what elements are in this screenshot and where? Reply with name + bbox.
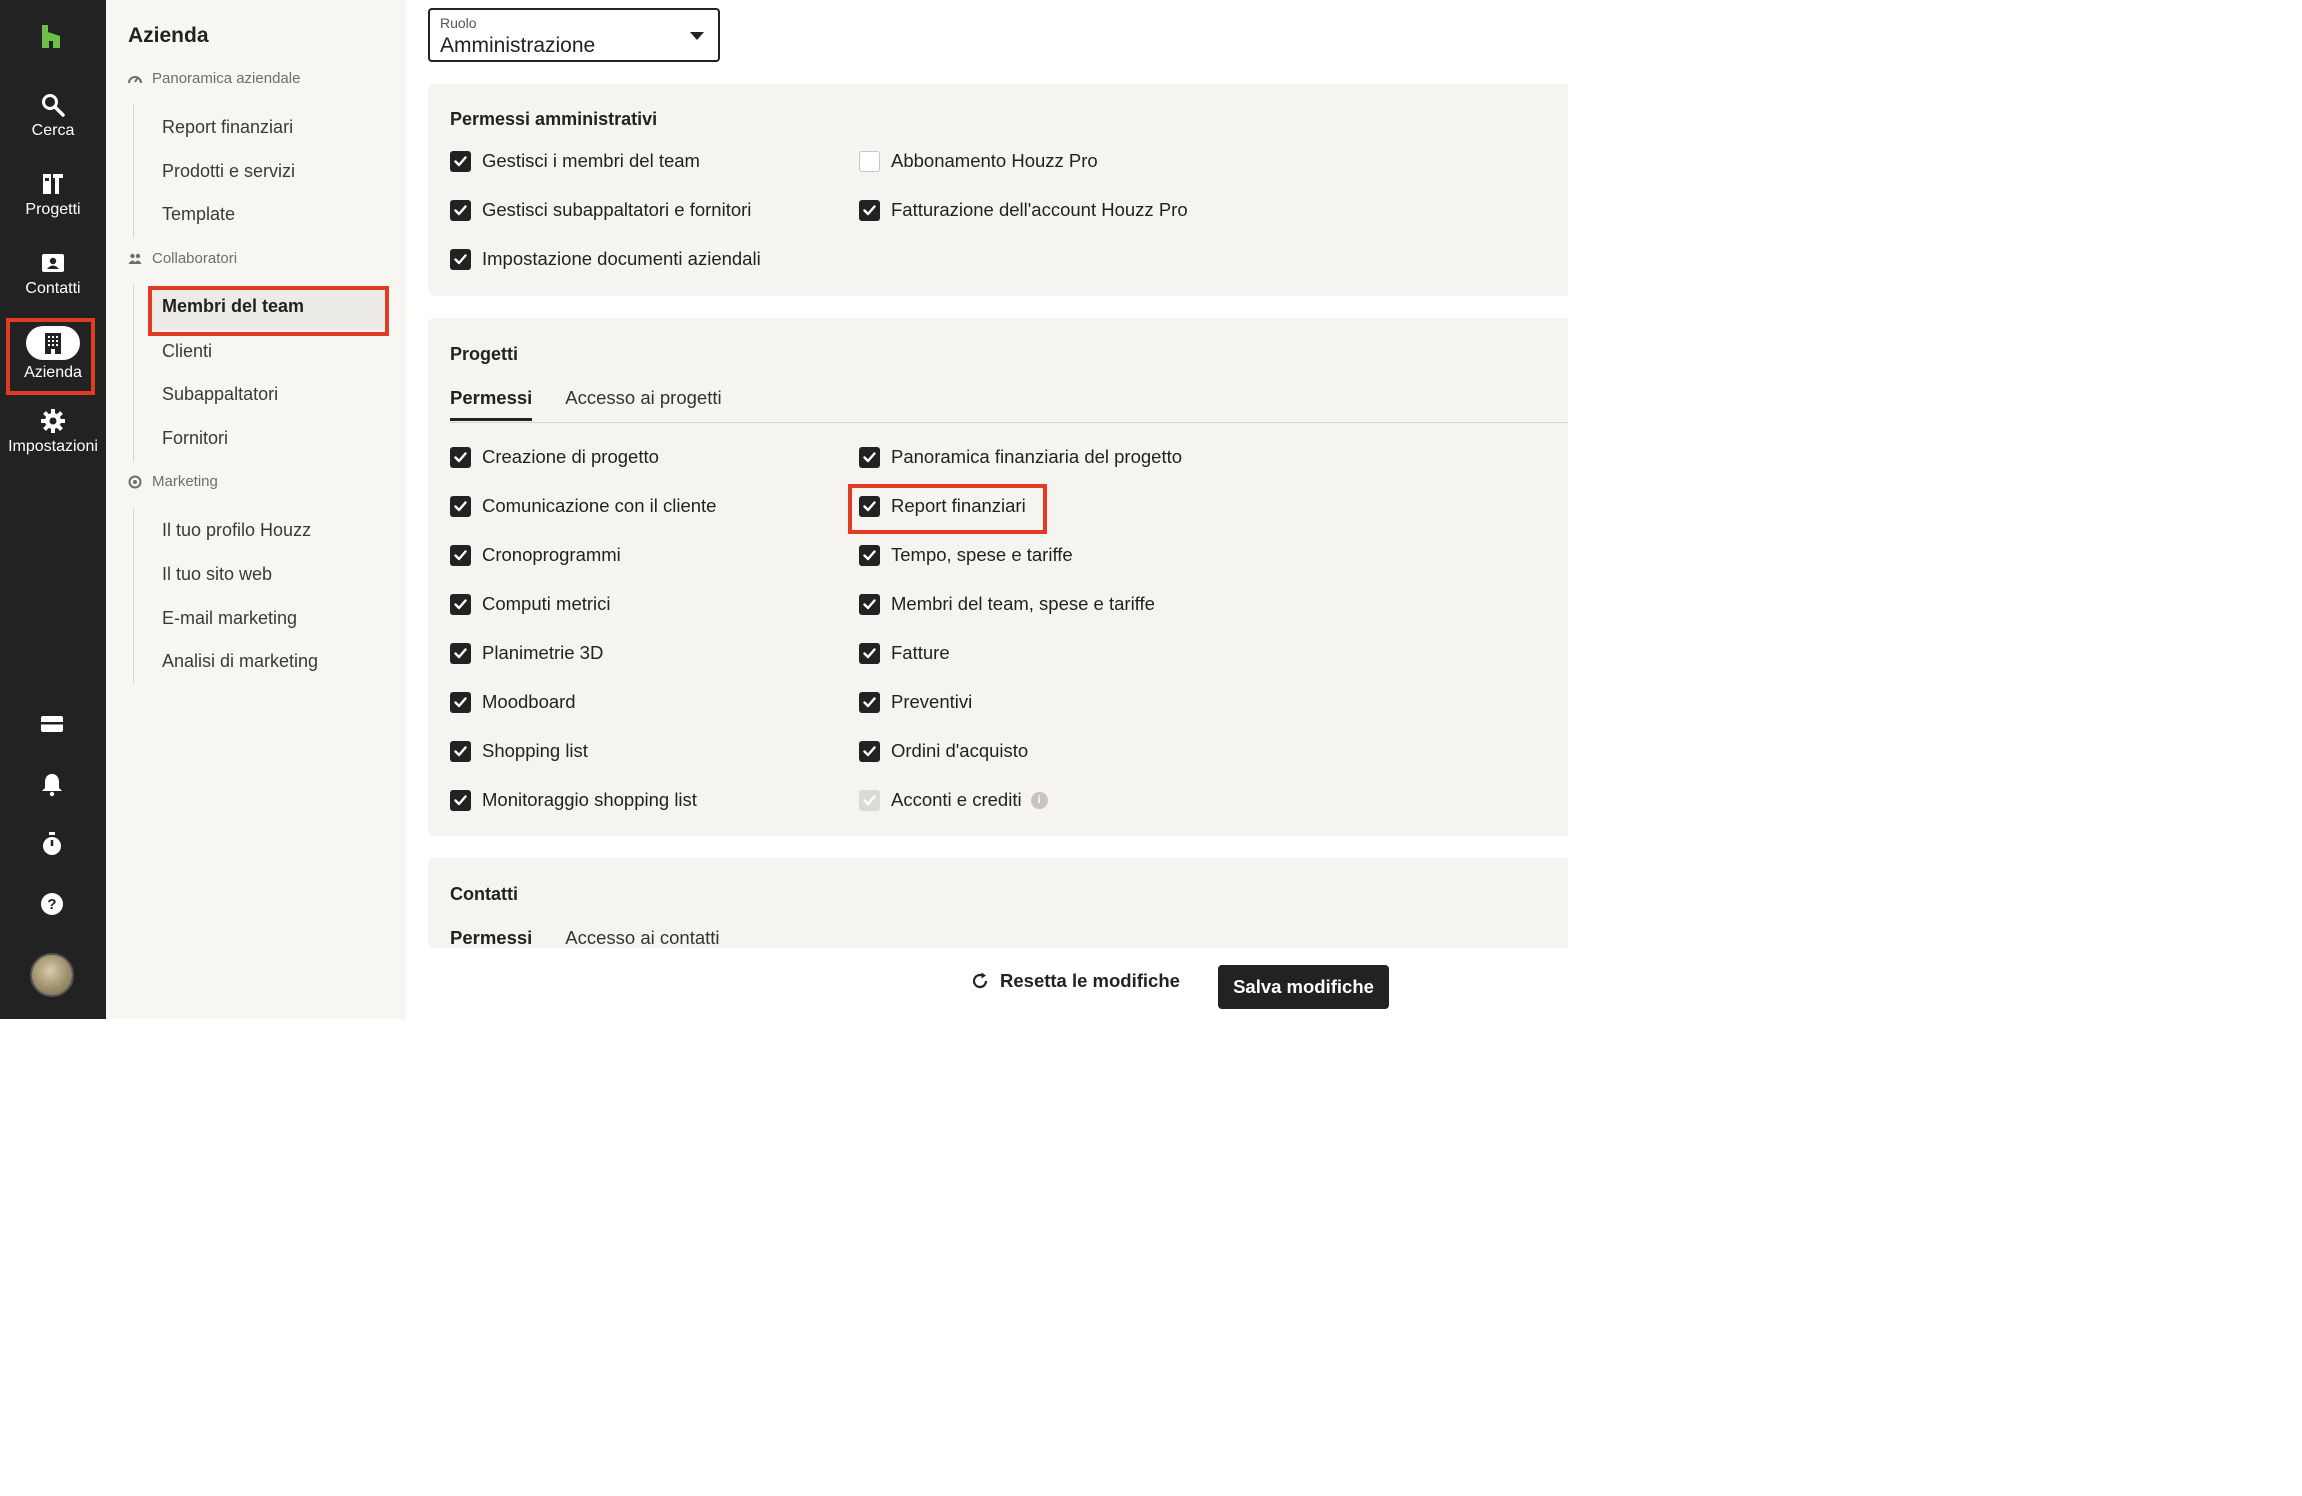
reset-changes-button[interactable]	[970, 970, 1180, 992]
projects-permissions-card	[428, 318, 1568, 836]
checkbox-checked-icon[interactable]	[859, 741, 880, 762]
rail-item-projects[interactable]	[0, 171, 106, 219]
svg-text:?: ?	[47, 896, 57, 913]
checkbox-checked-icon[interactable]	[450, 151, 471, 172]
checkbox-checked-icon[interactable]	[859, 545, 880, 566]
permission-checkbox[interactable]	[450, 593, 611, 615]
contacts-permissions-card	[428, 858, 1568, 948]
checkbox-checked-icon[interactable]	[450, 249, 471, 270]
checkbox-checked-icon[interactable]	[450, 447, 471, 468]
sidebar-item-email-marketing[interactable]: E-mail marketing	[162, 608, 298, 628]
permission-checkbox[interactable]	[859, 495, 1026, 517]
permission-checkbox[interactable]	[450, 150, 700, 172]
permission-checkbox[interactable]	[450, 248, 761, 270]
permission-checkbox[interactable]	[859, 642, 950, 664]
permission-checkbox[interactable]	[859, 199, 1188, 221]
card-title: Progetti	[450, 344, 519, 364]
sidebar-item-website[interactable]: Il tuo sito web	[162, 564, 273, 584]
permission-checkbox[interactable]	[450, 740, 588, 762]
info-icon[interactable]: i	[1031, 792, 1048, 809]
checkbox-checked-icon[interactable]	[450, 496, 471, 517]
checkbox-checked-icon[interactable]	[859, 447, 880, 468]
sidebar-item-team-members[interactable]: Membri del team	[150, 286, 386, 330]
rail-label: Progetti	[25, 201, 81, 218]
permission-checkbox[interactable]	[450, 789, 697, 811]
sidebar-divider	[133, 104, 134, 238]
permission-label: Planimetrie 3D	[482, 642, 604, 663]
avatar[interactable]	[30, 953, 74, 997]
permission-label: Panoramica finanziaria del progetto	[891, 446, 1183, 467]
permission-label: Creazione di progetto	[482, 446, 659, 467]
checkbox-checked-icon[interactable]	[450, 643, 471, 664]
permission-checkbox[interactable]	[450, 495, 716, 517]
permission-checkbox[interactable]	[450, 642, 603, 664]
app-rail	[0, 0, 106, 1019]
tab-project-access[interactable]: Accesso ai progetti	[565, 387, 722, 408]
sidebar-item-financial-reports[interactable]: Report finanziari	[162, 117, 294, 137]
save-changes-button[interactable]: Salva modifiche	[1218, 965, 1389, 1009]
sidebar-item-products-services[interactable]: Prodotti e servizi	[162, 161, 296, 181]
timer-icon[interactable]	[39, 831, 65, 857]
rail-label: Azienda	[24, 364, 82, 381]
permission-label: Gestisci i membri del team	[482, 150, 700, 171]
checkbox-checked-icon[interactable]	[859, 594, 880, 615]
tab-divider	[450, 422, 1568, 423]
checkbox-checked-icon	[859, 790, 880, 811]
tab-contact-access[interactable]: Accesso ai contatti	[565, 927, 720, 948]
permission-label: Membri del team, spese e tariffe	[891, 593, 1155, 614]
rail-label: Cerca	[31, 122, 75, 139]
permission-label: Preventivi	[891, 691, 973, 712]
card-title: Permessi amministrativi	[450, 109, 658, 129]
houzz-logo[interactable]	[38, 24, 64, 50]
marketing-icon	[128, 475, 142, 489]
rail-label: Contatti	[25, 280, 81, 297]
checkbox-checked-icon[interactable]	[859, 496, 880, 517]
sidebar-divider	[133, 284, 134, 462]
permission-label: Impostazione documenti aziendali	[482, 248, 761, 269]
sidebar-item-subcontractors[interactable]: Subappaltatori	[162, 384, 279, 404]
admin-permissions-card	[428, 84, 1568, 296]
permission-checkbox[interactable]	[450, 691, 576, 713]
permission-label: Comunicazione con il cliente	[482, 495, 717, 516]
checkbox-checked-icon[interactable]	[450, 741, 471, 762]
sidebar-item-suppliers[interactable]: Fornitori	[162, 428, 229, 448]
permission-checkbox[interactable]	[859, 593, 1155, 615]
inbox-icon[interactable]	[39, 711, 65, 737]
bell-icon[interactable]	[39, 771, 65, 797]
tab-permissions[interactable]: Permessi	[450, 387, 532, 421]
permission-label: Ordini d'acquisto	[891, 740, 1029, 761]
gauge-icon	[128, 72, 142, 86]
sidebar-item-houzz-profile[interactable]: Il tuo profilo Houzz	[162, 520, 312, 540]
permission-checkbox[interactable]	[450, 199, 751, 221]
people-icon	[128, 252, 142, 266]
checkbox-checked-icon[interactable]	[859, 643, 880, 664]
permission-label: Acconti e crediti	[891, 789, 1022, 810]
sidebar-item-marketing-analytics[interactable]: Analisi di marketing	[162, 651, 319, 671]
permission-label: Tempo, spese e tariffe	[891, 544, 1073, 565]
permission-label: Abbonamento Houzz Pro	[891, 150, 1098, 171]
checkbox-checked-icon[interactable]	[450, 594, 471, 615]
rail-item-contacts[interactable]	[0, 250, 106, 298]
permission-checkbox[interactable]	[450, 446, 659, 468]
search-icon	[40, 92, 66, 118]
checkbox-checked-icon[interactable]	[450, 545, 471, 566]
sidebar-item-templates[interactable]: Template	[162, 204, 236, 224]
permission-label: Cronoprogrammi	[482, 544, 621, 565]
sidebar-title: Azienda	[128, 24, 209, 47]
permission-label: Monitoraggio shopping list	[482, 789, 697, 810]
permission-checkbox[interactable]	[859, 740, 1028, 762]
sidebar-section-collaborators: Collaboratori	[128, 250, 237, 267]
checkbox-checked-icon[interactable]	[859, 200, 880, 221]
permission-label: Computi metrici	[482, 593, 611, 614]
rail-item-settings[interactable]	[0, 408, 106, 456]
gear-icon	[40, 408, 66, 434]
checkbox-checked-icon[interactable]	[450, 790, 471, 811]
projects-tabs	[450, 387, 722, 421]
tab-permissions[interactable]: Permessi	[450, 927, 532, 948]
card-title: Contatti	[450, 884, 518, 904]
permission-label: Fatturazione dell'account Houzz Pro	[891, 199, 1188, 220]
contacts-icon	[40, 250, 66, 276]
projects-icon	[40, 171, 66, 197]
checkbox-checked-icon[interactable]	[859, 692, 880, 713]
chevron-down-icon	[690, 32, 704, 40]
role-select[interactable]	[428, 8, 720, 62]
building-icon	[43, 332, 63, 354]
contacts-tabs	[450, 927, 720, 948]
rail-item-company[interactable]	[0, 326, 106, 382]
rail-label: Impostazioni	[8, 438, 98, 455]
permission-label: Fatture	[891, 642, 950, 663]
role-label: Ruolo	[440, 15, 477, 31]
checkbox-checked-icon[interactable]	[450, 200, 471, 221]
permission-label: Gestisci subappaltatori e fornitori	[482, 199, 752, 220]
permission-label: Shopping list	[482, 740, 588, 761]
help-icon[interactable]	[39, 891, 65, 917]
sidebar-item-clients[interactable]: Clienti	[162, 341, 213, 361]
action-footer	[406, 948, 1568, 1019]
sidebar-section-overview: Panoramica aziendale	[128, 70, 300, 87]
permission-checkbox[interactable]	[859, 446, 1182, 468]
permission-checkbox[interactable]	[859, 150, 1098, 172]
sidebar-section-marketing: Marketing	[128, 473, 218, 490]
sidebar-divider	[133, 508, 134, 684]
role-value: Amministrazione	[440, 34, 596, 57]
permission-checkbox[interactable]	[859, 691, 972, 713]
checkbox-checked-icon[interactable]	[450, 692, 471, 713]
reset-label: Resetta le modifiche	[1000, 970, 1180, 991]
rail-item-search[interactable]	[0, 92, 106, 140]
permission-checkbox[interactable]	[450, 544, 621, 566]
company-sidebar	[106, 0, 406, 1019]
permission-checkbox	[859, 789, 1048, 811]
permission-label: Moodboard	[482, 691, 576, 712]
permission-checkbox[interactable]	[859, 544, 1073, 566]
checkbox-unchecked-icon[interactable]	[859, 151, 880, 172]
reset-icon	[970, 971, 990, 991]
permission-label: Report finanziari	[891, 495, 1026, 516]
